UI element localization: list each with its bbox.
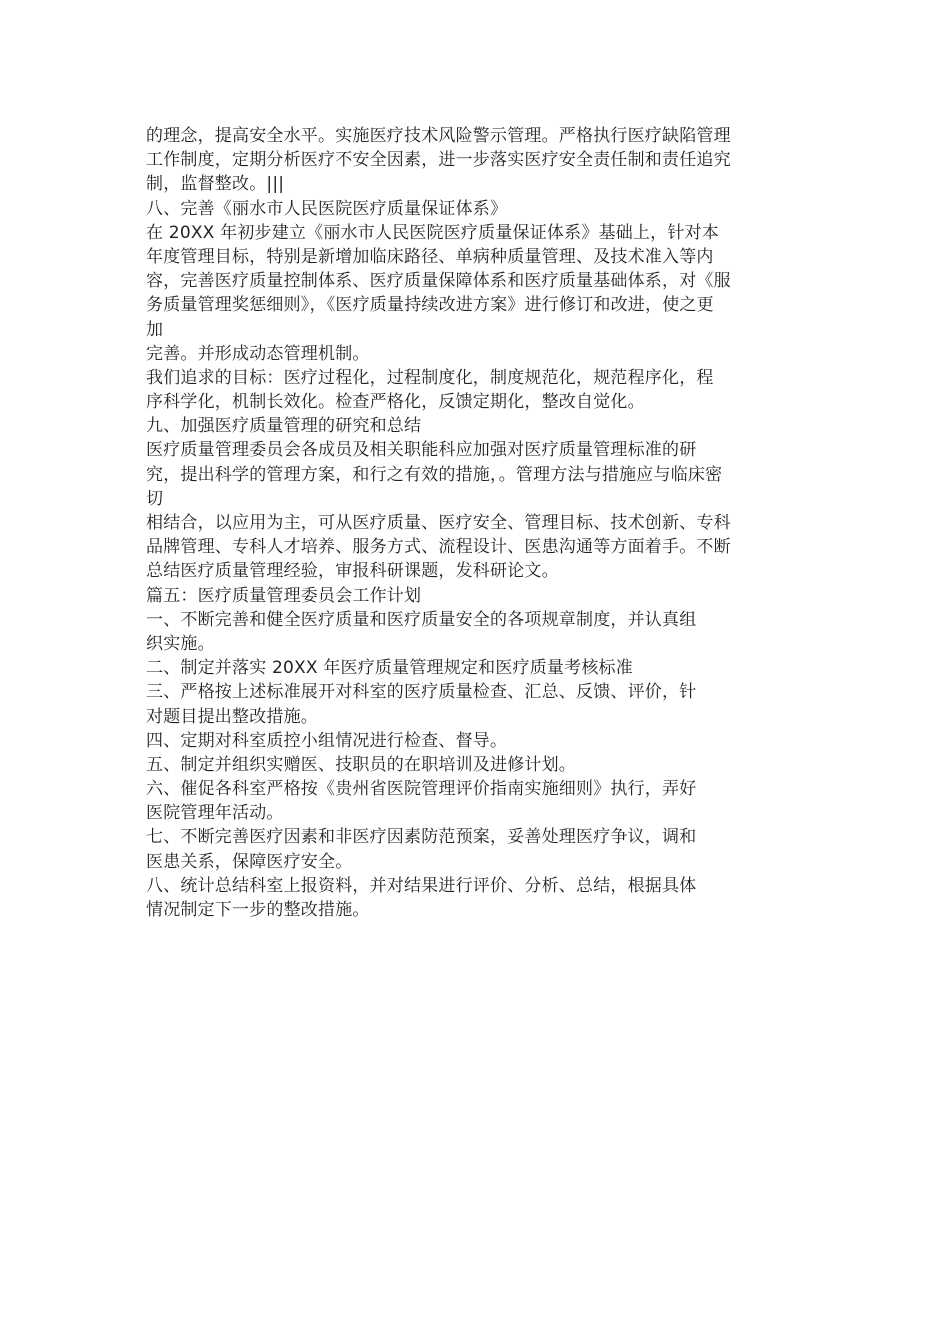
text-line: 究，提出科学的管理方案，和行之有效的措施，。管理方法与措施应与临床密: [146, 464, 723, 485]
text-line: 五、制定并组织实赠医、技职员的在职培训及进修计划。: [146, 754, 576, 775]
text-line: 加: [146, 319, 164, 340]
text-line: 我们追求的目标：医疗过程化，过程制度化，制度规范化，规范程序化，程: [146, 367, 714, 388]
text-line: 九、加强医疗质量管理的研究和总结: [146, 416, 422, 437]
document-body: [146, 124, 816, 922]
text-line: 完善。并形成动态管理机制。: [146, 343, 370, 364]
text-line: 务质量管理奖惩细则》，《医疗质量持续改进方案》进行修订和改进，使之更: [146, 295, 714, 316]
text-line: 八、完善《丽水市人民医院医疗质量保证体系》: [146, 198, 508, 219]
text-line: 二、制定并落实 20XX 年医疗质量管理规定和医疗质量考核标准: [146, 658, 633, 679]
text-line: 八、统计总结科室上报资料，并对结果进行评价、分析、总结，根据具体: [146, 875, 697, 896]
text-line: 医院管理年活动。: [146, 803, 284, 824]
text-line: 容，完善医疗质量控制体系、医疗质量保障体系和医疗质量基础体系，对《服: [146, 271, 731, 292]
text-line: 品牌管理、专科人才培养、服务方式、流程设计、医患沟通等方面着手。不断: [146, 537, 731, 558]
text-line: 对题目提出整改措施。: [146, 706, 318, 727]
text-line: 七、不断完善医疗因素和非医疗因素防范预案，妥善处理医疗争议，调和: [146, 827, 697, 848]
text-line: 总结医疗质量管理经验，审报科研课题，发科研论文。: [146, 561, 559, 582]
text-line: 情况制定下一步的整改措施。: [146, 900, 370, 920]
text-line: 四、定期对科室质控小组情况进行检查、督导。: [146, 730, 508, 751]
text-line: 相结合，以应用为主，可从医疗质量、医疗安全、管理目标、技术创新、专科: [146, 513, 731, 533]
text-line: 一、不断完善和健全医疗质量和医疗质量安全的各项规章制度，并认真组: [146, 609, 697, 630]
text-line: 年度管理目标，特别是新增加临床路径、单病种质量管理、及技术准入等内: [146, 246, 714, 267]
text-line: 医疗质量管理委员会各成员及相关职能科应加强对医疗质量管理标准的研: [146, 440, 697, 461]
text-line: 三、严格按上述标准展开对科室的医疗质量检查、汇总、反馈、评价，针: [146, 682, 697, 703]
text-line: 六、催促各科室严格按《贵州省医院管理评价指南实施细则》执行，弄好: [146, 779, 697, 800]
text-line: 工作制度，定期分析医疗不安全因素，进一步落实医疗安全责任制和责任追究: [146, 150, 731, 171]
text-line: 在 20XX 年初步建立《丽水市人民医院医疗质量保证体系》基础上，针对本: [146, 222, 719, 243]
text-line: 织实施。: [146, 633, 215, 654]
text-line: 医患关系，保障医疗安全。: [146, 851, 353, 872]
text-line: 切: [146, 488, 164, 509]
text-line: 制，监督整改。|||: [146, 174, 285, 195]
text-line: 序科学化，机制长效化。检查严格化，反馈定期化，整改自觉化。: [146, 392, 645, 413]
text-line: 篇五：医疗质量管理委员会工作计划: [146, 585, 422, 606]
text-line: 的理念，提高安全水平。实施医疗技术风险警示管理。严格执行医疗缺陷管理: [146, 126, 731, 146]
